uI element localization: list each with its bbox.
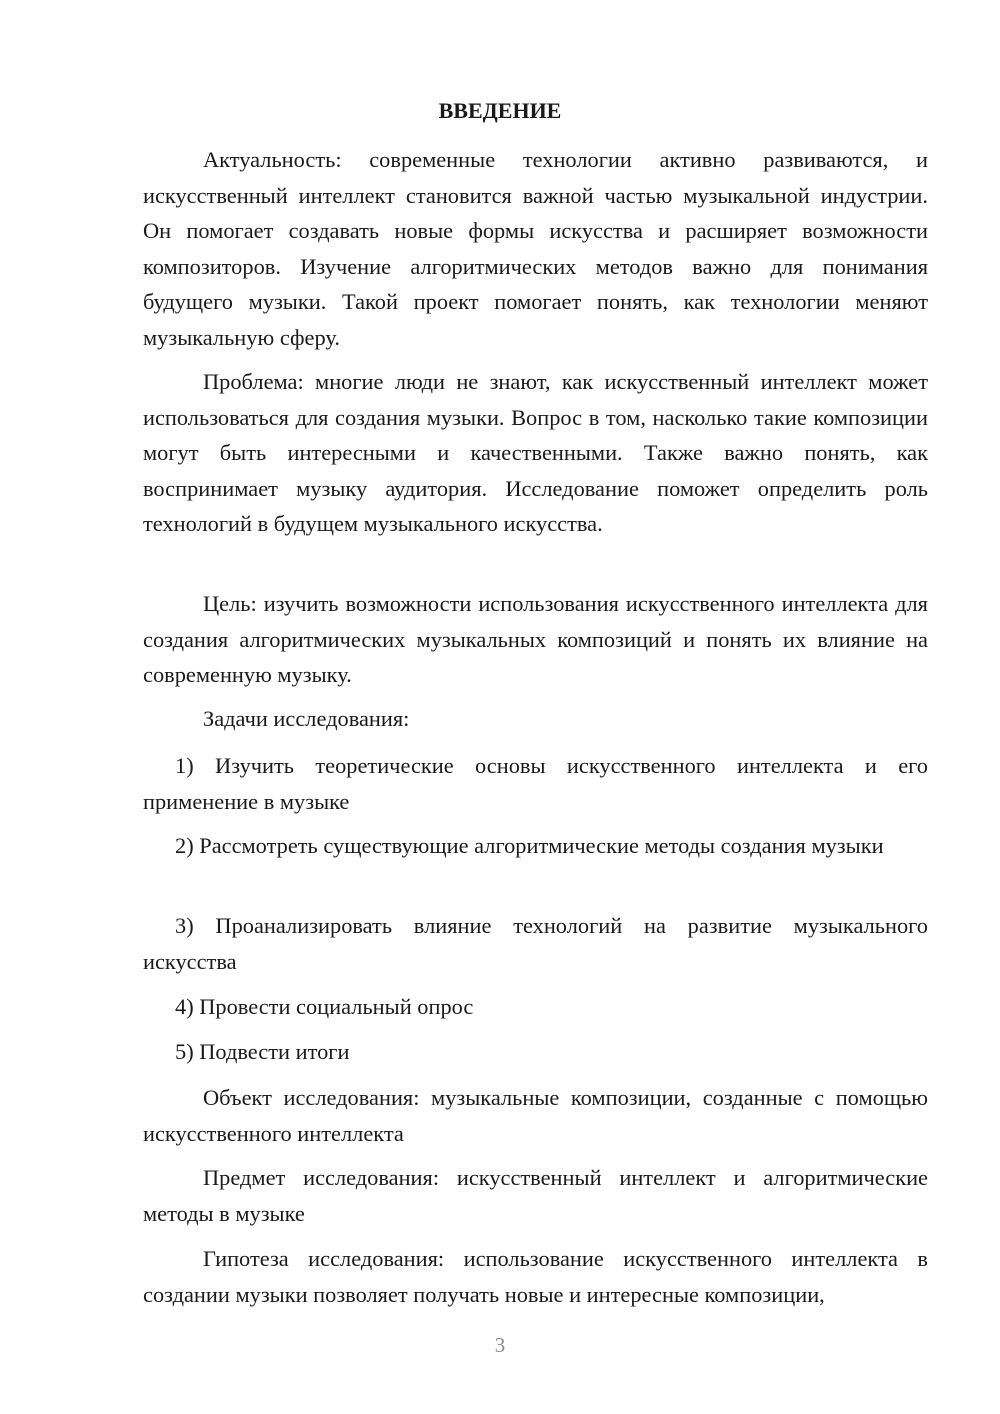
hypothesis-paragraph: Гипотеза исследования: использование искусственного интеллекта в создании музыки позволяет получать новые и интересные композиции, <box>143 1246 928 1307</box>
problem-paragraph: Проблема: многие люди не знают, как искусственный интеллект может использоваться для создания музыки. Вопрос в том, насколько такие композиции могут быть интересными и качественными. Также важно понять, как воспринимает музыку аудитория. Исследование поможет определить роль технологий в будущем музыкального искусства. <box>143 369 928 536</box>
task-item: 4) Провести социальный опрос <box>175 994 474 1019</box>
relevance-paragraph: Актуальность: современные технологии активно развиваются, и искусственный интеллект становится важной частью музыкальной индустрии. Он помогает создавать новые формы искусства и расширяет возможности композиторов. Изучение алгоритмических методов важно для понимания будущего музыки. Такой проект помогает понять, как технологии меняют музыкальную сферу. <box>143 147 928 350</box>
tasks-title: Задачи исследования: <box>203 706 410 731</box>
page-number: 3 <box>494 1333 506 1357</box>
task-item: 3) Проанализировать влияние технологий на развитие музыкального искусства <box>143 913 928 974</box>
page-title: ВВЕДЕНИЕ <box>438 98 562 123</box>
task-item: 1) Изучить теоретические основы искусственного интеллекта и его применение в музыке <box>143 753 928 814</box>
object-paragraph: Объект исследования: музыкальные композиции, созданные с помощью искусственного интеллекта <box>143 1085 928 1146</box>
task-item: 2) Рассмотреть существующие алгоритмические методы создания музыки <box>175 833 884 858</box>
task-item: 5) Подвести итоги <box>175 1039 350 1064</box>
subject-paragraph: Предмет исследования: искусственный интеллект и алгоритмические методы в музыке <box>143 1165 928 1226</box>
goal-paragraph: Цель: изучить возможности использования искусственного интеллекта для создания алгоритмических музыкальных композиций и понять их влияние на современную музыку. <box>143 591 928 687</box>
